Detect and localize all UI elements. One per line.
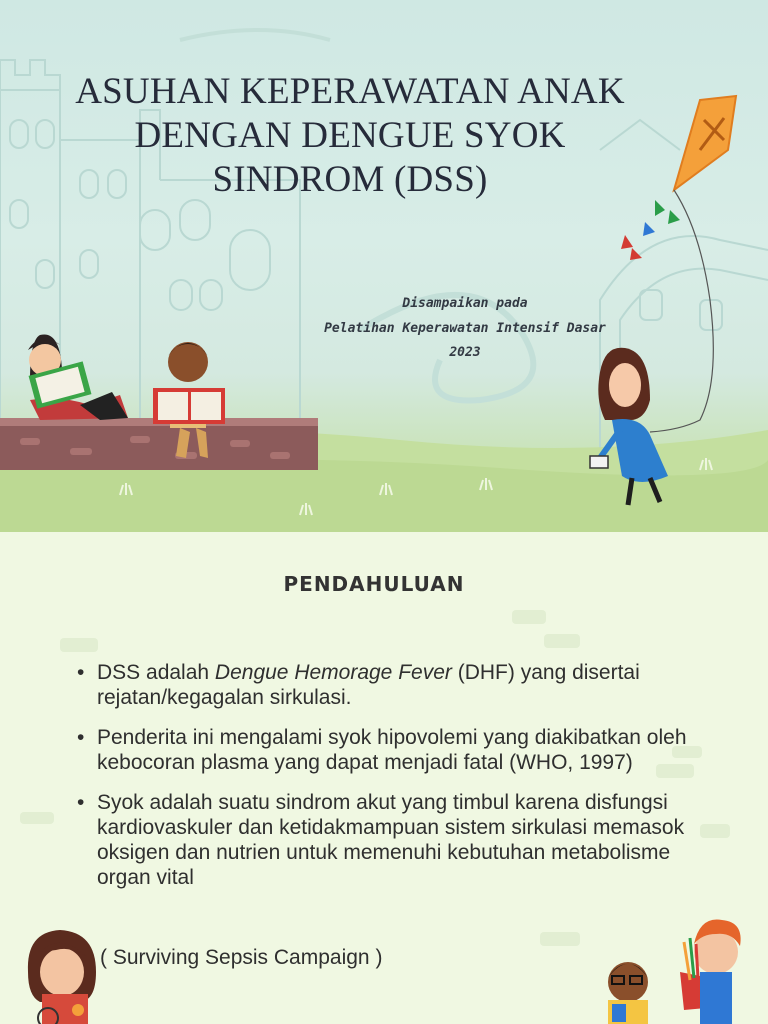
- subtitle-line-2: Pelatihan Keperawatan Intensif Dasar: [324, 320, 606, 336]
- bullet-text: (DHF) yang disertai rejatan/kegagalan sirkulasi.: [97, 661, 640, 709]
- title-line-3: SINDROM (DSS): [212, 159, 488, 200]
- boy-with-backpack-icon: [680, 920, 741, 1024]
- bullet-item: [77, 725, 697, 775]
- content-slide: [0, 532, 768, 1024]
- title-line-1: ASUHAN KEPERAWATAN ANAK: [75, 71, 625, 112]
- bullet-text: Penderita ini mengalami syok hipovolemi yang diakibatkan oleh kebocoran plasma yang dapat menjadi fatal (WHO, 1997): [97, 726, 687, 774]
- bullet-item: [77, 790, 697, 890]
- brick-wall: [0, 418, 318, 470]
- girl-student-icon: [28, 930, 96, 1024]
- slide-subtitle: [300, 292, 630, 366]
- bullet-italic-text: Dengue Hemorage Fever: [214, 661, 452, 684]
- bullet-list: [77, 660, 697, 905]
- subtitle-line-1: Disampaikan pada: [402, 296, 528, 311]
- section-heading: PENDAHULUAN: [283, 572, 465, 596]
- citation: ( Surviving Sepsis Campaign ): [100, 946, 383, 969]
- bullet-text: DSS adalah: [97, 661, 215, 684]
- bullet-text: Syok adalah suatu sindrom akut yang timbul karena disfungsi kardiovaskuler dan ketidakmampuan sistem sirkulasi memasok oksigen dan nutrien untuk memenuhi kebutuhan metabolisme organ vital: [97, 791, 685, 889]
- bullet-item: [77, 660, 697, 710]
- boy-with-glasses-icon: [608, 962, 648, 1024]
- subtitle-line-3: 2023: [449, 345, 481, 360]
- title-line-2: DENGAN DENGUE SYOK: [134, 115, 566, 156]
- boy-reading-icon: [28, 334, 128, 420]
- slide-title: [40, 70, 660, 202]
